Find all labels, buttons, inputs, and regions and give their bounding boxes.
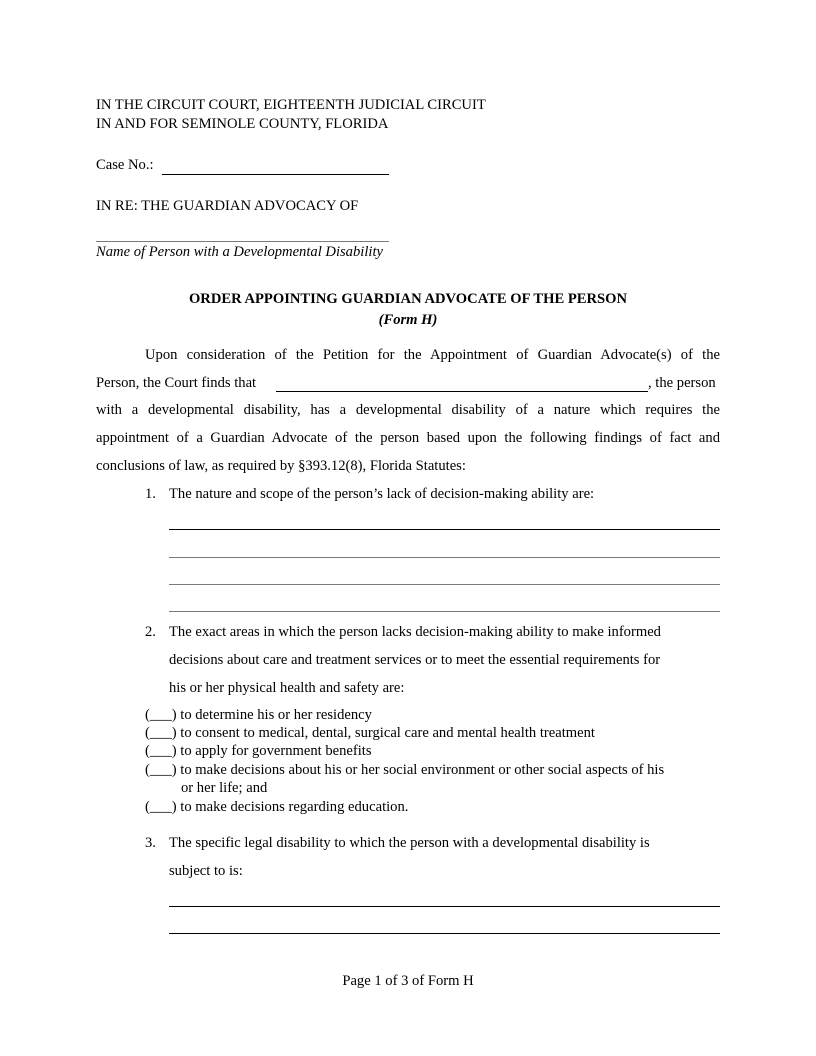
item-1-answer-line-3[interactable] <box>169 584 720 585</box>
intro-line-3: with a developmental disability, has a developmental disability of a nature which requires the <box>96 402 720 418</box>
intro-line-2-start: Person, the Court finds that <box>96 375 257 391</box>
item-2-line-3: his or her physical health and safety are: <box>169 680 405 696</box>
case-number-field[interactable] <box>162 174 389 175</box>
item-1-answer-line-2[interactable] <box>169 557 720 558</box>
item-2-line-2: decisions about care and treatment services or to meet the essential requirements for <box>169 652 661 668</box>
form-title: ORDER APPOINTING GUARDIAN ADVOCATE OF THE PERSON <box>188 291 628 307</box>
item-3-line-1: The specific legal disability to which the person with a developmental disability is <box>169 835 650 851</box>
item-1-number: 1. <box>145 486 156 502</box>
item-3-answer-line-1[interactable] <box>169 906 720 907</box>
option-social-environment-cont: or her life; and <box>181 780 268 796</box>
option-medical-consent[interactable]: (___) to consent to medical, dental, surgical care and mental health treatment <box>145 725 595 741</box>
person-finding-field[interactable] <box>276 391 648 392</box>
form-subtitle: (Form H) <box>378 312 438 328</box>
item-1-text: The nature and scope of the person’s lack of decision-making ability are: <box>169 486 595 502</box>
item-2-line-1: The exact areas in which the person lacks decision-making ability to make informed <box>169 624 661 640</box>
item-3-answer-line-2[interactable] <box>169 933 720 934</box>
person-name-field[interactable] <box>96 241 389 242</box>
intro-line-1: Upon consideration of the Petition for the Appointment of Guardian Advocate(s) of the <box>145 347 720 363</box>
option-residency[interactable]: (___) to determine his or her residency <box>145 707 372 723</box>
option-education[interactable]: (___) to make decisions regarding education. <box>145 799 409 815</box>
option-government-benefits[interactable]: (___) to apply for government benefits <box>145 743 372 759</box>
court-name-line1: IN THE CIRCUIT COURT, EIGHTEENTH JUDICIAL CIRCUIT <box>96 97 486 113</box>
intro-line-2-end: , the person <box>648 375 716 391</box>
item-1-answer-line-1[interactable] <box>169 529 720 530</box>
item-1-answer-line-4[interactable] <box>169 611 720 612</box>
intro-line-4: appointment of a Guardian Advocate of the person based upon the following findings of fact and <box>96 430 720 446</box>
item-2-number: 2. <box>145 624 156 640</box>
item-3-number: 3. <box>145 835 156 851</box>
person-name-caption: Name of Person with a Developmental Disability <box>96 244 383 260</box>
case-number-label: Case No.: <box>96 157 154 173</box>
item-3-line-2: subject to is: <box>169 863 243 879</box>
intro-line-5: conclusions of law, as required by §393.12(8), Florida Statutes: <box>96 458 466 474</box>
page-number: Page 1 of 3 of Form H <box>342 973 474 989</box>
option-social-environment[interactable]: (___) to make decisions about his or her social environment or other social aspects of his <box>145 762 665 778</box>
court-name-line2: IN AND FOR SEMINOLE COUNTY, FLORIDA <box>96 116 389 132</box>
in-re-heading: IN RE: THE GUARDIAN ADVOCACY OF <box>96 198 359 214</box>
